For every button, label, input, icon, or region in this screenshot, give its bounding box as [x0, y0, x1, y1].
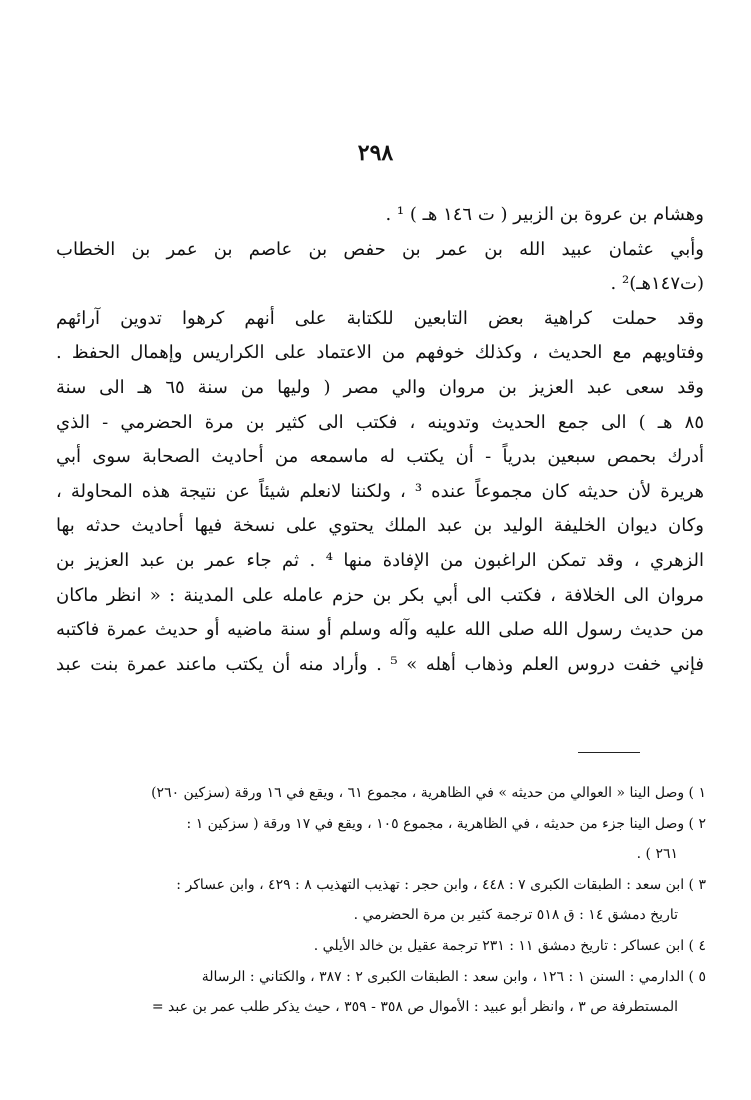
footnote-divider — [578, 752, 640, 753]
footnote-2: ٢ ) وصل الينا جزء من حديثه ، في الظاهرية ، مجموع ١٠٥ ، ويقع في ١٧ ورقة ( سزكين ١ : — [186, 815, 706, 832]
body-line: الزهري ، وقد تمكن الراغبون من الإفادة منها ⁴ . ثم جاء عمر بن عبد العزيز بن — [56, 549, 704, 571]
footnote-3-continuation: تاريخ دمشق ١٤ : ق ٥١٨ ترجمة كثير بن مرة الحضرمي . — [353, 907, 678, 924]
body-line: فإني خفت دروس العلم وذهاب أهله » ⁵ . وأراد منه أن يكتب ماعند عمرة بنت عبد — [56, 653, 704, 675]
body-line: وقد سعى عبد العزيز بن مروان والي مصر ( وليها من سنة ٦٥ هـ الى سنة — [56, 376, 704, 398]
body-line: وقد حملت كراهية بعض التابعين للكتابة على أنهم كرهوا تدوين آرائهم — [56, 307, 704, 329]
body-text — [56, 198, 704, 682]
footnote-4: ٤ ) ابن عساكر : تاريخ دمشق ١١ : ٢٣١ ترجمة عقيل بن خالد الأيلي . — [313, 937, 706, 954]
footnote-3: ٣ ) ابن سعد : الطبقات الكبرى ٧ : ٤٤٨ ، وابن حجر : تهذيب التهذيب ٨ : ٤٢٩ ، وابن عساكر : — [176, 876, 706, 893]
footnote-2-continuation: ٢٦١ ) . — [636, 846, 678, 863]
footnotes — [56, 778, 706, 1023]
page-number: ٢٩٨ — [357, 140, 394, 166]
body-line: وأبي عثمان عبيد الله بن عمر بن حفص بن عاصم بن عمر بن الخطاب — [56, 238, 704, 260]
footnote-1: ١ ) وصل الينا « العوالي من حديثه » في الظاهرية ، مجموع ٦١ ، ويقع في ١٦ ورقة (سزكين ٢٦٠) — [151, 785, 706, 801]
body-line: ٨٥ هـ ) الى جمع الحديث وتدوينه ، فكتب الى كثير بن مرة الحضرمي - الذي — [56, 411, 704, 433]
body-line: مروان الى الخلافة ، فكتب الى أبي بكر بن حزم عامله على المدينة : « انظر ماكان — [56, 584, 704, 606]
body-line: هريرة لأن حديثه كان مجموعاً عنده ³ ، ولكننا لانعلم شيئاً عن نتيجة هذه المحاولة ، — [56, 480, 704, 502]
body-line: وهشام بن عروة بن الزبير ( ت ١٤٦ هـ ) ¹ . — [385, 204, 704, 225]
footnote-5-continuation: المستطرفة ص ٣ ، وانظر أبو عبيد : الأموال ص ٣٥٨ - ٣٥٩ ، حيث يذكر طلب عمر بن عبد = — [151, 999, 678, 1016]
body-line: أدرك بحمص سبعين بدرياً - أن يكتب له ماسمعه من أحاديث الصحابة سوى أبي — [56, 446, 704, 468]
body-line: وفتاويهم مع الحديث ، وكذلك خوفهم من الاعتماد على الكراريس وإهمال الحفظ . — [56, 342, 704, 364]
body-line: وكان ديوان الخليفة الوليد بن عبد الملك يحتوي على نسخة فيها أحاديث حدثه بها — [56, 515, 704, 537]
body-line: من حديث رسول الله صلى الله عليه وآله وسلم أو سنة ماضيه أو حديث عمرة فاكتبه — [56, 619, 704, 641]
footnote-5: ٥ ) الدارمي : السنن ١ : ١٢٦ ، وابن سعد : الطبقات الكبرى ٢ : ٣٨٧ ، والكتاني : الرسالة — [201, 968, 706, 985]
body-line: (ت١٤٧هـ)² . — [610, 273, 704, 295]
